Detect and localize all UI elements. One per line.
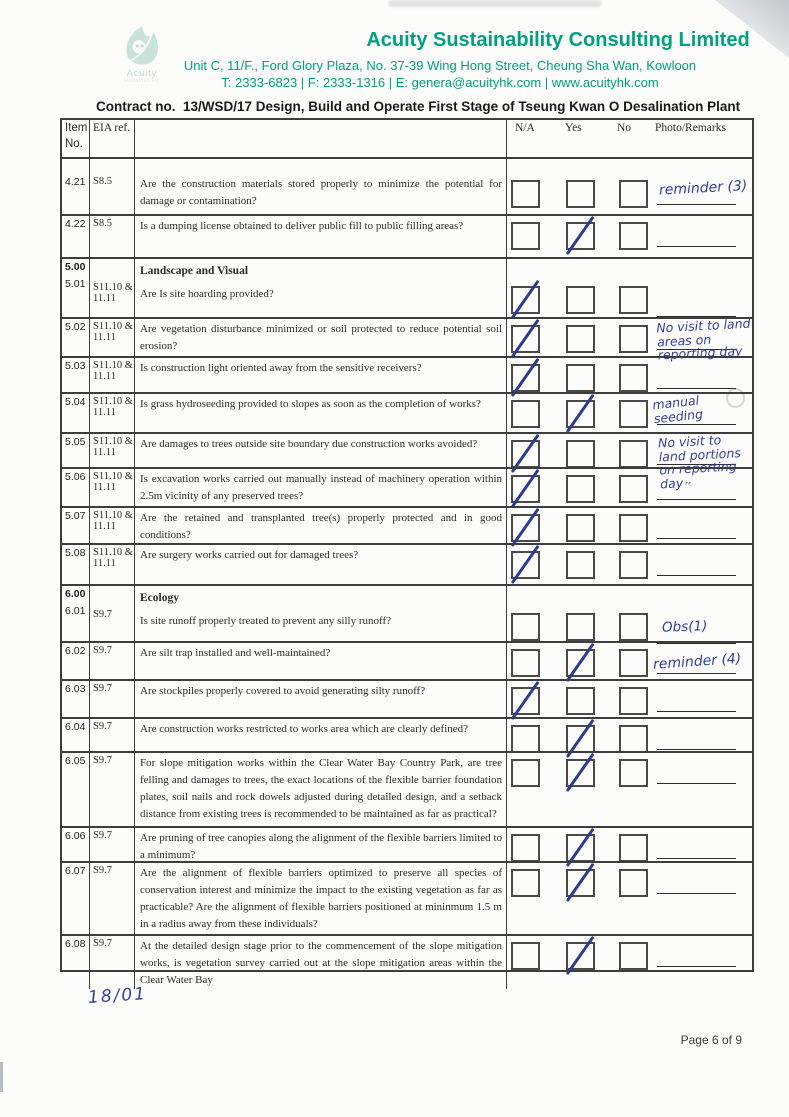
checkbox-na[interactable] bbox=[511, 440, 540, 468]
remark-blank-line bbox=[657, 711, 736, 712]
item-no: 5.07 bbox=[65, 510, 86, 522]
checkbox-yes[interactable] bbox=[566, 286, 595, 314]
eia-ref: S9.7 bbox=[93, 609, 112, 620]
table-row bbox=[62, 934, 752, 986]
table-header-row bbox=[62, 120, 752, 157]
remark-blank-line bbox=[657, 893, 736, 894]
table-row bbox=[62, 543, 752, 584]
checkbox-yes[interactable] bbox=[566, 613, 595, 641]
item-no: 6.06 bbox=[65, 830, 86, 842]
checkbox-no[interactable] bbox=[619, 286, 648, 314]
checkbox-no[interactable] bbox=[619, 834, 648, 862]
checkbox-na[interactable] bbox=[511, 325, 540, 353]
section-item-no: 6.00 bbox=[65, 588, 86, 600]
item-no: 6.07 bbox=[65, 865, 86, 877]
eia-ref: S11.10 & 11.11 bbox=[93, 436, 133, 458]
table-row bbox=[62, 315, 752, 363]
handwritten-remark bbox=[657, 758, 762, 763]
checkbox-na[interactable] bbox=[511, 514, 540, 542]
handwritten-remark bbox=[657, 941, 762, 946]
checkbox-yes[interactable] bbox=[566, 725, 595, 753]
table-row bbox=[62, 861, 752, 934]
table-row bbox=[62, 717, 752, 751]
eia-ref: S9.7 bbox=[93, 683, 112, 694]
checkbox-na[interactable] bbox=[511, 475, 540, 503]
page-number: Page 6 of 9 bbox=[680, 1033, 742, 1047]
question-text: For slope mitigation works within the Clear Water Bay Country Park, are tree felling and damages to trees, the exact locations of the flexible barrier foundation plates, soil nails and rock dowels adjusted during detailed design, and a setback distance from existing trees is recommended to be maintained as far as practical? bbox=[140, 757, 502, 820]
item-no: 6.02 bbox=[65, 645, 86, 657]
checkbox-no[interactable] bbox=[619, 325, 648, 353]
question-text: Are the alignment of flexible barriers optimized to preserve all species of conservation interest and minimize the impact to the existing vegetation as far as practicable? Are the alignment of flexible barriers positioned at mininmum 1.5 m in a radius away from these individuals? bbox=[140, 867, 502, 930]
table-row bbox=[62, 257, 752, 317]
contract-title: Contract no. 13/WSD/17 Design, Build and Operate First Stage of Tseung Kwan O Desalination Plant bbox=[96, 99, 741, 114]
section-item-no: 5.00 bbox=[65, 261, 86, 273]
eia-ref: S9.7 bbox=[93, 721, 112, 732]
eia-ref: S11.10 & 11.11 bbox=[93, 396, 133, 418]
logo-tagline: sustainability bbox=[124, 78, 160, 84]
item-no: 5.05 bbox=[65, 436, 86, 448]
eia-ref: S11.10 & 11.11 bbox=[93, 510, 133, 532]
checkbox-yes[interactable] bbox=[566, 514, 595, 542]
handwritten-remark bbox=[657, 264, 762, 269]
remark-blank-line bbox=[657, 749, 736, 750]
question-text: At the detailed design stage prior to the commencement of the slope mitigation works, is vegetation survey carried out at the slope mitigation areas within the Clear Water Bay bbox=[140, 940, 502, 986]
col-header-photo: Photo/Remarks bbox=[655, 122, 726, 134]
question-text: Are stockpiles properly covered to avoid generating silty runoff? bbox=[140, 685, 426, 697]
question-text: Is excavation works carried out manually instead of machinery operation within 2.5m vicinity of any preserved trees? bbox=[140, 473, 502, 502]
col-header-item-no: No. bbox=[65, 138, 83, 150]
question-text: Is a dumping license obtained to deliver public fill to public filling areas? bbox=[140, 220, 464, 232]
checkbox-yes[interactable] bbox=[566, 551, 595, 579]
table-row bbox=[62, 467, 752, 506]
checkbox-no[interactable] bbox=[619, 180, 648, 208]
item-no: 5.04 bbox=[65, 396, 86, 408]
checkbox-na[interactable] bbox=[511, 180, 540, 208]
checkbox-na[interactable] bbox=[511, 400, 540, 428]
remark-blank-line bbox=[657, 783, 736, 784]
handwritten-remark: Obs(1) bbox=[661, 618, 708, 636]
checkbox-na[interactable] bbox=[511, 942, 540, 970]
question-text: Is site runoff properly treated to prevent any silly runoff? bbox=[140, 615, 391, 627]
table-row bbox=[62, 751, 752, 826]
item-no: 5.02 bbox=[65, 321, 86, 333]
eia-ref: S9.7 bbox=[93, 755, 112, 766]
checkbox-no[interactable] bbox=[619, 222, 648, 250]
checkbox-na[interactable] bbox=[511, 364, 540, 392]
remark-blank-line bbox=[657, 673, 736, 674]
table-row bbox=[62, 174, 752, 214]
col-header-item: Item bbox=[65, 122, 88, 134]
handwritten-remark bbox=[657, 686, 762, 691]
section-title: Landscape and Visual bbox=[140, 265, 249, 277]
checkbox-no[interactable] bbox=[619, 869, 648, 897]
item-no: 6.08 bbox=[65, 938, 86, 950]
scan-smudge bbox=[388, 0, 602, 7]
checkbox-no[interactable] bbox=[619, 475, 648, 503]
table-row bbox=[62, 214, 752, 257]
question-text: Are construction works restricted to works area which are clearly defined? bbox=[140, 723, 469, 735]
item-no: 5.03 bbox=[65, 360, 86, 372]
remark-blank-line bbox=[657, 575, 736, 576]
remark-blank-line bbox=[657, 204, 736, 205]
handwritten-remark: No visit to land portions on reporting day bbox=[657, 432, 742, 491]
handwritten-date: 18/01 bbox=[87, 983, 148, 1009]
checkbox-na[interactable] bbox=[511, 725, 540, 753]
checkbox-no[interactable] bbox=[619, 551, 648, 579]
question-text: Are the retained and transplanted tree(s) properly protected and in good conditions? bbox=[140, 512, 502, 541]
checkbox-yes[interactable] bbox=[566, 440, 595, 468]
question-text: Are surgery works carried out for damaged trees? bbox=[140, 549, 359, 561]
eia-ref: S9.7 bbox=[93, 865, 112, 876]
checkbox-no[interactable] bbox=[619, 440, 648, 468]
checkbox-no[interactable] bbox=[619, 613, 648, 641]
item-no: 6.03 bbox=[65, 683, 86, 695]
item-no: 4.22 bbox=[65, 218, 86, 230]
company-address: Unit C, 11/F., Ford Glory Plaza, No. 37-39 Wing Hong Street, Cheung Sha Wan, Kowloon bbox=[183, 58, 697, 73]
checkbox-na[interactable] bbox=[511, 613, 540, 641]
checkbox-yes[interactable] bbox=[566, 364, 595, 392]
eia-ref: S11.10 & 11.11 bbox=[93, 282, 133, 304]
item-no: 5.01 bbox=[65, 278, 86, 290]
checkbox-na[interactable] bbox=[511, 551, 540, 579]
handwritten-remark bbox=[657, 513, 762, 518]
item-no: 6.05 bbox=[65, 755, 86, 767]
checkbox-na[interactable] bbox=[511, 687, 540, 715]
col-header-eia: EIA ref. bbox=[90, 120, 135, 157]
eia-ref: S11.10 & 11.11 bbox=[93, 471, 133, 493]
eia-ref: S11.10 & 11.11 bbox=[93, 547, 133, 569]
checkbox-no[interactable] bbox=[619, 687, 648, 715]
col-header-no: No bbox=[617, 122, 632, 134]
logo-text: Acuity bbox=[126, 68, 158, 78]
handwritten-remark bbox=[657, 724, 762, 729]
remark-blank-line bbox=[657, 388, 736, 389]
handwritten-remark bbox=[657, 550, 762, 555]
handwritten-remark bbox=[657, 221, 762, 226]
table-row bbox=[62, 679, 752, 717]
checkbox-yes[interactable] bbox=[566, 180, 595, 208]
checkbox-na[interactable] bbox=[511, 869, 540, 897]
question-text: Are vegetation disturbance minimized or soil protected to reduce potential soil erosion? bbox=[140, 323, 502, 352]
table-row bbox=[62, 392, 752, 432]
checkbox-yes[interactable] bbox=[566, 687, 595, 715]
table-row bbox=[62, 506, 752, 543]
table-row bbox=[62, 356, 752, 392]
eia-ref: S8.5 bbox=[93, 218, 112, 229]
col-header-yes: Yes bbox=[565, 122, 582, 134]
remark-blank-line bbox=[657, 538, 736, 539]
item-no: 4.21 bbox=[65, 176, 86, 188]
question-text: Are damages to trees outside site boundary due construction works avoided? bbox=[140, 438, 478, 450]
checkbox-yes[interactable] bbox=[566, 400, 595, 428]
checkbox-yes[interactable] bbox=[566, 475, 595, 503]
handwritten-remark bbox=[657, 833, 762, 838]
checkbox-yes[interactable] bbox=[566, 942, 595, 970]
checkbox-na[interactable] bbox=[511, 286, 540, 314]
remark-blank-line bbox=[657, 966, 736, 967]
section-title: Ecology bbox=[140, 592, 179, 604]
company-contact: T: 2333-6823 | F: 2333-1316 | E: genera@acuityhk.com | www.acuityhk.com bbox=[221, 75, 659, 90]
checkbox-no[interactable] bbox=[619, 514, 648, 542]
handwritten-remark bbox=[657, 868, 762, 873]
checkbox-yes[interactable] bbox=[566, 869, 595, 897]
eia-ref: S11.10 & 11.11 bbox=[93, 360, 133, 382]
eia-ref: S9.7 bbox=[93, 645, 112, 656]
checkbox-no[interactable] bbox=[619, 942, 648, 970]
handwritten-remark: reminder (4) bbox=[652, 650, 742, 673]
checkbox-yes[interactable] bbox=[566, 222, 595, 250]
question-text: Is construction light oriented away from the sensitive receivers? bbox=[140, 362, 422, 374]
eia-ref: S9.7 bbox=[93, 830, 112, 841]
item-no: 5.08 bbox=[65, 547, 86, 559]
checklist-rows bbox=[62, 174, 752, 986]
checkbox-no[interactable] bbox=[619, 759, 648, 787]
table-row bbox=[62, 584, 752, 641]
checkbox-no[interactable] bbox=[619, 400, 648, 428]
eia-ref: S8.5 bbox=[93, 176, 112, 187]
eia-ref: S9.7 bbox=[93, 938, 112, 949]
table-spacer-row bbox=[62, 157, 752, 174]
handwritten-remark: manual seeding bbox=[651, 392, 704, 426]
checkbox-na[interactable] bbox=[511, 222, 540, 250]
handwritten-remark: No visit to land areas on reporting day bbox=[655, 315, 751, 363]
table-row bbox=[62, 641, 752, 679]
checkbox-no[interactable] bbox=[619, 725, 648, 753]
checkbox-yes[interactable] bbox=[566, 649, 595, 677]
remark-blank-line bbox=[657, 246, 736, 247]
handwritten-remark: ′′ bbox=[685, 481, 691, 496]
eia-ref: S11.10 & 11.11 bbox=[93, 321, 133, 343]
handwritten-remark bbox=[657, 363, 762, 368]
checkbox-na[interactable] bbox=[511, 649, 540, 677]
handwritten-remark: reminder (3) bbox=[658, 178, 748, 199]
scan-edge-mark bbox=[0, 1062, 3, 1092]
col-header-na: N/A bbox=[515, 122, 535, 134]
question-text: Are the construction materials stored properly to minimize the potential for damage or contamination? bbox=[140, 178, 502, 207]
checkbox-yes[interactable] bbox=[566, 759, 595, 787]
item-no: 6.04 bbox=[65, 721, 86, 733]
question-text: Is grass hydroseeding provided to slopes as soon as the completion of works? bbox=[140, 398, 481, 410]
question-text: Are pruning of tree canopies along the alignment of the flexible barriers limited to a minimum? bbox=[140, 832, 502, 861]
company-name: Acuity Sustainability Consulting Limited bbox=[366, 29, 750, 51]
checklist-table bbox=[60, 118, 754, 986]
checkbox-yes[interactable] bbox=[566, 834, 595, 862]
checkbox-no[interactable] bbox=[619, 649, 648, 677]
checkbox-na[interactable] bbox=[511, 834, 540, 862]
checkbox-yes[interactable] bbox=[566, 325, 595, 353]
checkbox-na[interactable] bbox=[511, 759, 540, 787]
question-text: Are silt trap installed and well-maintained? bbox=[140, 647, 331, 659]
remark-blank-line bbox=[657, 858, 736, 859]
item-no: 6.01 bbox=[65, 605, 86, 617]
question-text: Are Is site hoarding provided? bbox=[140, 288, 274, 300]
item-no: 5.06 bbox=[65, 471, 86, 483]
table-row bbox=[62, 826, 752, 861]
remark-blank-line bbox=[657, 499, 736, 500]
checkbox-no[interactable] bbox=[619, 364, 648, 392]
